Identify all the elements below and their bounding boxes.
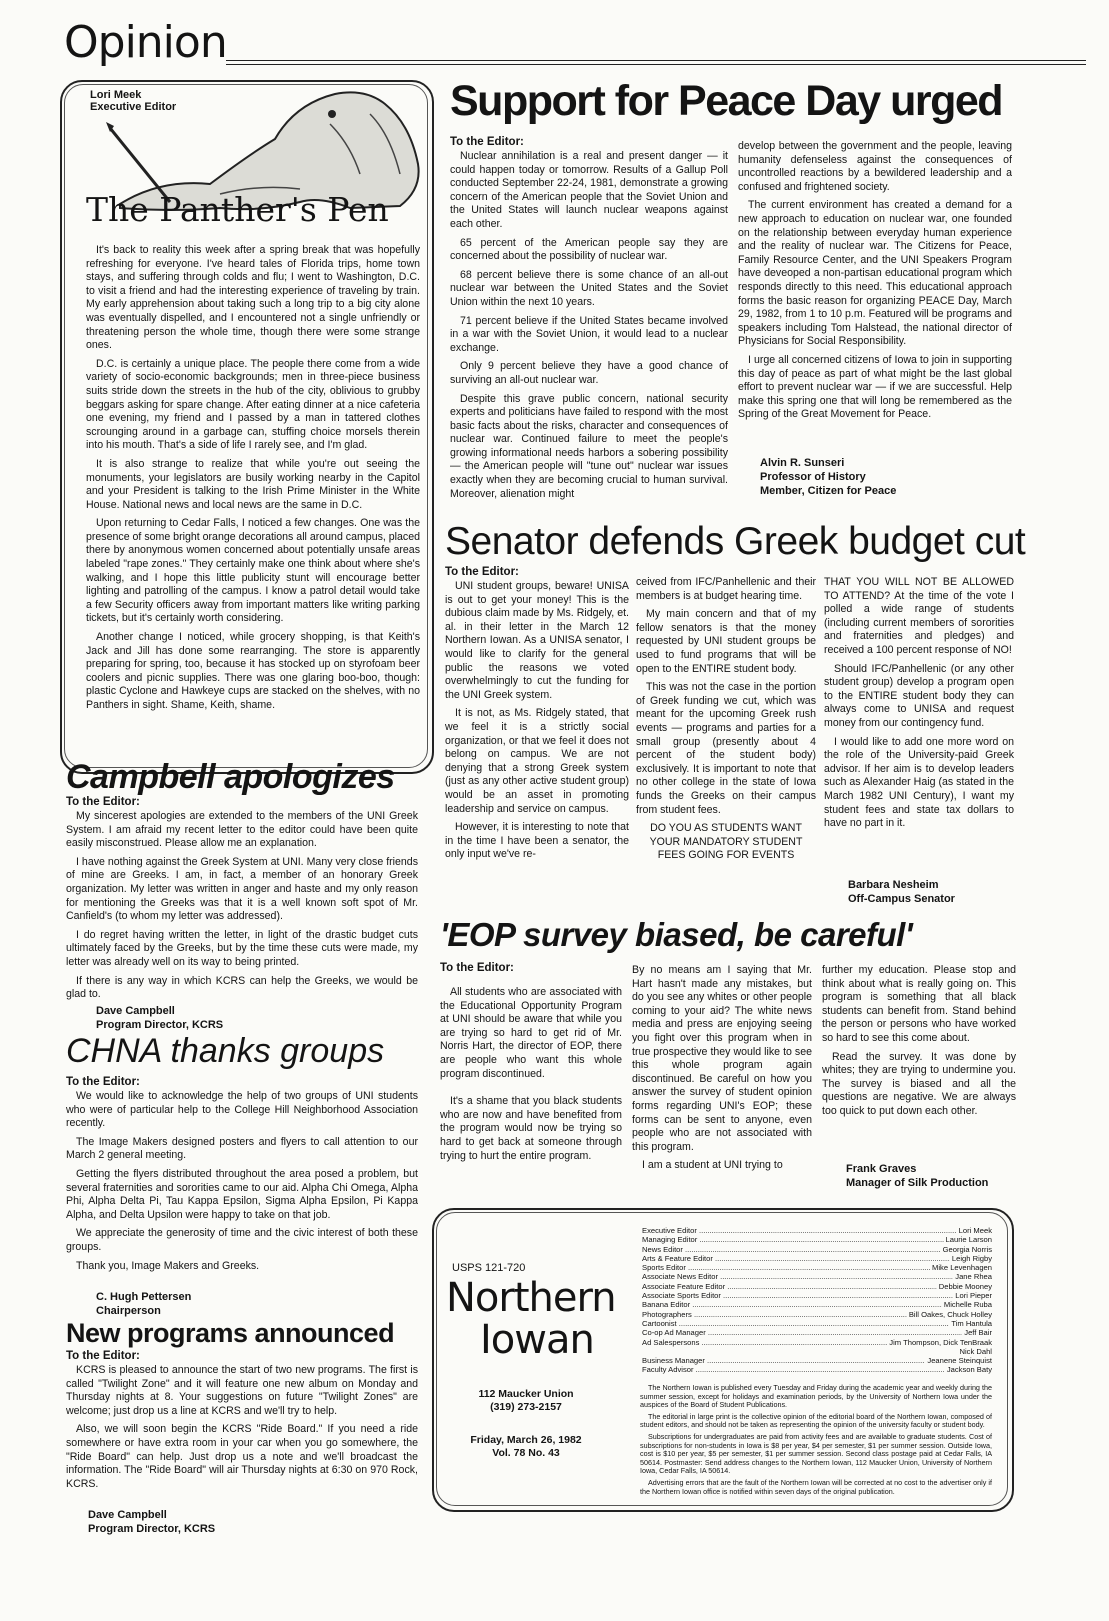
paragraph: Only 9 percent believe they have a good chance of surviving an all-out nuclear war. [450,360,728,386]
paragraph: It's back to reality this week after a spring break that was hopefully refreshing for everyone. I've heard tales of Florida trips, home town stays, and suffering through colds and flu; I went to Washington, D.C. to visit a friend and had the interesting experience of traveling by train. My early apprehension about taking such a long trip to a big city alone was eventually dispelled, and I encountered not a single unfriendly or threatening person the whole time, though there were some strange ones. [86,244,420,352]
paragraph: My sincerest apologies are extended to the members of the UNI Greek System. I am afraid my recent letter to the editor could have been quite easily misconstrued. Please allow me an explanation. [66,810,418,850]
staff-row [642,1263,992,1272]
paragraph: Upon returning to Cedar Falls, I noticed a few changes. One was the presence of some bright orange decorations all around campus, placed there by anonymous women concerned about potentially unsafe areas labeled "rape zones." They certainly make one think about where she's walking, and I hope this little publicity stunt will encourage better lighting and patrolling of the campus. I know a patrol detail would take a few Security officers away from important matters like writing parking tickets, but it's certainly worth considering. [86,517,420,625]
staff-row [642,1328,992,1337]
staff-row [642,1356,992,1365]
fine-print: The Northern Iowan is published every Tuesday and Friday during the academic year and weekly during the summer session, except for holidays and examination periods, by the University of Northern Iowa under the auspices of the Board of Student Publications. [640,1384,992,1410]
staff-row [642,1245,992,1254]
staff-name: Bill Oakes, Chuck Holley [908,1309,992,1319]
staff-row [642,1319,992,1328]
signature [846,1162,988,1190]
panthers-pen-body [86,244,420,744]
peace-col-2 [738,140,1012,440]
staff-row [642,1282,992,1291]
paragraph: Should IFC/Panhellenic (or any other student group) develop a program open to the ENTIRE student body they can always come to UNISA and request money from our contingency fund. [824,662,1014,729]
staff-name: Jeff Bair [964,1328,992,1338]
sig-title: Program Director, KCRS [88,1523,216,1535]
paragraph: I do regret having written the letter, in light of the drastic budget cuts ultimately faced by the Greeks, but by the time these cuts were made, my letter was already well on its way to being printed. [66,928,418,968]
masthead-fine-print [640,1384,992,1500]
staff-role: Associate Sports Editor ..... [642,1291,953,1300]
senator-col-2 [636,576,816,906]
staff-role: Business Manager ..... [642,1356,925,1365]
eop-col-2 [632,964,812,1194]
staff-name: Leigh Rigby [951,1253,992,1263]
signature [848,878,955,906]
paragraph: The Image Makers designed posters and flyers to call attention to our March 2 general meeting. [66,1135,418,1162]
paragraph: However, it is interesting to note that in the time I have been a senator, the only input we've re- [445,821,629,861]
sig-name: C. Hugh Pettersen [96,1291,192,1303]
sig-name: Frank Graves [846,1163,917,1175]
staff-role: Managing Editor ..... [642,1235,944,1244]
staff-name: Tim Hantula [951,1318,992,1328]
staff-row [642,1300,992,1309]
staff-row [642,1291,992,1300]
sig-name: Dave Campbell [96,1005,175,1017]
headline-chna: CHNA thanks groups [66,1032,385,1070]
signature [760,456,896,498]
staff-role: Cartoonist ..... [642,1319,949,1328]
sig-name: Alvin R. Sunseri [760,457,845,469]
fine-print: The editorial in large print is the collective opinion of the editorial board of the Northern Iowan, composed of student editors, and should not be taken as representing the opinion of the university faculty or student body. [640,1411,992,1430]
paragraph: Thank you, Image Makers and Greeks. [76,1259,260,1272]
paper-name-line-2: Iowan [480,1317,594,1363]
staff-name: Jim Thompson, Dick TenBraak [889,1337,992,1347]
staff-name: Georgia Norris [942,1244,992,1254]
staff-role: Arts & Feature Editor ..... [642,1254,950,1263]
staff-role: Co-op Ad Manager ..... [642,1328,962,1337]
to-the-editor: To the Editor: [440,962,514,974]
paper-name-line-1: Northern [446,1275,616,1321]
paragraph: All students who are associated with the Educational Opportunity Program at UNI should be aware that while you are trying so hard to get rid of Mr. Norris Hart, the director of EOP, there are people who want this whole program discontinued. [440,986,622,1080]
paragraph: 65 percent of the American people say they are concerned about the possibility of nuclear war. [450,236,728,263]
paragraph: 68 percent believe there is some chance of an all-out nuclear war between the United States and the Soviet Union within the next 10 years. [450,268,728,308]
staff-name: Lori Meek [958,1226,992,1235]
headline-senator: Senator defends Greek budget cut [445,520,1026,563]
paragraph: We would like to acknowledge the help of two groups of UNI students who were of particular help to the College Hill Neighborhood Association recently. [66,1090,418,1130]
signature [88,1508,215,1536]
sig-title: Program Director, KCRS [96,1019,224,1031]
staff-role: Associate News Editor ..... [642,1272,953,1281]
staff-row [642,1338,992,1347]
headline-programs: New programs announced [66,1318,395,1348]
paragraph: It's a shame that you black students who are now and have benefited from the program would now be trying so hard to get back at someone through trying to hurt the entire program. [440,1095,622,1162]
paragraph: We appreciate the generosity of time and the civic interest of both these groups. [66,1227,418,1253]
staff-name: Michelle Ruba [943,1300,992,1310]
issue-date: Friday, March 26, 1982 [470,1434,582,1446]
signature [96,1290,191,1318]
staff-role: Ad Salespersons ..... [642,1338,887,1347]
eop-col-3 [822,964,1016,1154]
paragraph: develop between the government and the people, leaving humanity defenseless against the consequences of uncontrolled reactions by a bewildered leadership and a confused and frightened society. [738,140,1012,193]
to-the-editor: To the Editor: [66,796,140,808]
headline-campbell: Campbell apologizes [66,758,395,796]
paragraph: I urge all concerned citizens of Iowa to join in supporting this day of peace as part of what might be the last global effort to prevent nuclear war — if we are successful. Help make this spring one that will long be remembered as the Spring of the Great Movement for Peace. [738,353,1012,421]
paragraph: THAT YOU WILL NOT BE ALLOWED TO ATTEND? At the time of the vote I polled a wide range of students (including current members of sororities and fraternities and pledges) and received a 100 percent response of NO! [824,576,1014,656]
paragraph: UNI student groups, beware! UNISA is out to get your money! This is the dubious claim made by Ms. Ridgely, et. al. in their letter in the March 12 Northern Iowan. As a UNISA senator, I would like to clarify for the general public the reasons we voted overwhelmingly to cut the funding for the UNI Greek system. [445,580,629,701]
sig-name: Barbara Nesheim [848,879,939,891]
paragraph: Also, we will soon begin the KCRS "Ride Board." If you need a ride somewhere or have extra room in your car when you go somewhere, the "Ride Board" can help. Just drop us a note and we'll broadcast the information. The "Ride Board" will air Thursday nights at 6:30 on 970 Rock, KCRS. [66,1423,418,1490]
section-rule [226,60,1086,65]
fine-print: Subscriptions for undergraduates are paid from activity fees and are available to graduate students. Cost of subscriptions for non-students in Iowa is $8 per year, $4 per semester, $1 per summer session. Outside Iowa, cost is $10 per year, $5 per semester, $1 per summer session. Second class postage paid at Cedar Falls, IA 50614. Postmaster: Send address changes to the Northern Iowan, 112 Maucker Union, University of Northern Iowa, Cedar Falls, IA 50614. [640,1431,992,1476]
programs-body [66,1350,418,1530]
address: 112 Maucker Union [478,1388,574,1400]
staff-role: Sports Editor ..... [642,1263,930,1272]
paragraph: KCRS is pleased to announce the start of two new programs. The first is called "Twilight Zone" and it will feature one new album on Monday and Thursday nights at 8. Your suggestions on future "Twilight Zones" are welcome; just drop us a line at KCRS and we'll try to help. [66,1364,418,1417]
paragraph: I am a student at UNI trying to [642,1159,783,1172]
sig-name: Dave Campbell [88,1509,167,1521]
usps-number: USPS 121-720 [452,1262,526,1274]
masthead-contact [446,1388,606,1460]
staff-name: Mike Levenhagen [932,1263,992,1273]
fine-print: Advertising errors that are the fault of the Northern Iowan will be corrected at no cost to the advertiser only if the Northern Iowan office is notified within seven days of the original publication. [640,1477,992,1496]
paragraph: If there is any way in which KCRS can help the Greeks, we would be glad to. [66,974,418,1001]
staff-row [642,1226,992,1235]
paragraph: It is not, as Ms. Ridgely stated, that we feel it is a strictly social organization, or that we feel it does not belong on campus. We are not denying that a strong Greek system (just as any other active student group) would be an asset in promoting leadership and service on campus. [445,707,629,815]
campbell-body [66,796,418,1034]
paragraph: I have nothing against the Greek System at UNI. Many very close friends of mine are Greeks. I am, in fact, a member of an honorary Greek organization. My letter was written in anger and haste and my only reason for mentioning the Greeks was that it is a well known soft spot of Mr. Canfield's (to whom my letter was addressed). [66,855,418,923]
editor-name: Lori Meek [90,89,142,101]
staff-row [642,1365,992,1374]
to-the-editor: To the Editor: [445,566,519,578]
paragraph: D.C. is certainly a unique place. The people there come from a wide variety of socio-economic backgrounds; men in three-piece business suits stride down the streets in the hub of the city, oblivious to grubby beggars asking for spare change. After eating dinner at a nice cafeteria one evening, my friend and I passed by a man in tattered clothes scrounging around in a garbage can, stuffing choice morsels therein into his mouth. That's a side of life I rarely see, and I'm glad. [86,357,420,452]
chna-body [66,1076,418,1276]
paragraph: DO YOU AS STUDENTS WANT YOUR MANDATORY STUDENT FEES GOING FOR EVENTS [649,822,803,862]
to-the-editor: To the Editor: [450,136,524,148]
paragraph: Another change I noticed, while grocery shopping, is that Keith's Jack and Jill has done some rearranging. The store is apparently preparing for spring, too, because it has stocked up on styrofoam beer coolers and picnic supplies. There was one glaring boo-boo, though: plastic Cyclone and Hawkeye cups are stacked on the shelves, with no Panthers in sight. Shame, Keith, shame. [86,631,420,711]
to-the-editor: To the Editor: [66,1076,140,1088]
sig-title: Manager of Silk Production [846,1177,989,1189]
staff-name: Laurie Larson [945,1235,992,1245]
senator-col-1 [445,566,629,906]
staff-row [642,1310,992,1319]
staff-role: Banana Editor ..... [642,1300,942,1309]
sig-org: Member, Citizen for Peace [760,485,897,497]
paragraph: I would like to add one more word on the role of the University-paid Greek advisor. If her aim is to develop leaders such as Alexander Haig (as stated in the March 1982 UNI Century), I want my student fees and state tax dollars to have no part in it. [824,735,1014,830]
staff-name: Lori Pieper [955,1291,992,1301]
headline-peace-day: Support for Peace Day urged [450,77,1003,125]
staff-role: Associate Feature Editor ..... [642,1282,937,1291]
panther-eye [328,110,336,118]
sig-title: Chairperson [96,1305,161,1317]
staff-name: Jane Rhea [955,1272,992,1282]
paragraph: It is also strange to realize that while you're out seeing the monuments, your legislators are busily working nearby in the Capitol and your President is talking to the Irish Prime Minister in the White House. National news and local news are the same in D.C. [86,457,420,511]
editor-title: Executive Editor [90,101,177,113]
staff-name: Debbie Mooney [938,1281,992,1291]
paragraph: 71 percent believe if the United States became involved in a war with the Soviet Union, it would lead to a nuclear exchange. [450,314,728,354]
paragraph: Read the survey. It was done by whites; they are trying to undermine you. The survey is biased and all the questions are negative. We are always too quick to put down each other. [822,1050,1016,1117]
paragraph: ceived from IFC/Panhellenic and their members is at budget hearing time. [636,576,816,602]
section-title: Opinion [64,17,227,68]
paragraph: further my education. Please stop and think about what is really going on. This program is something that all black students can benefit from. Stand behind the person or persons who have worked so hard to see this come about. [822,964,1016,1044]
paragraph: Getting the flyers distributed throughout the area posed a problem, but several fraternities and sororities came to our aid. Alpha Chi Omega, Alpha Phi, Alpha Delta Pi, Tau Kappa Epsilon, Sigma Alpha Epsilon, Pi Kappa Alpha, and Delta Upsilon were happy to take on that job. [66,1167,418,1221]
staff-name: Jeanene Steinquist [927,1356,992,1366]
paragraph: Despite this grave public concern, national security experts and politicians have failed to respond with the most basic facts about the risks, character and consequences of nuclear war. Continued failure to meet the people's growing informational needs harbors a sobering possibility — the American people will "tune out" nuclear war issues exactly when they are becoming crucial to human survival. Moreover, alienation might [450,392,728,500]
staff-row [642,1272,992,1281]
staff-role: Faculty Advisor ..... [642,1365,945,1374]
headline-eop: 'EOP survey biased, be careful' [440,916,913,953]
signature [96,1004,223,1032]
staff-name: Jackson Baty [946,1365,992,1375]
sig-title: Off-Campus Senator [848,893,955,905]
phone: (319) 273-2157 [490,1401,562,1413]
paragraph: This was not the case in the portion of Greek funding we cut, which was meant for the upcoming Greek rush events — programs and parties for a small group (presently about 4 percent of the student body) exclusively. It is important to note that no other college in the state of Iowa funds the Greeks on their campus from student fees. [636,681,816,816]
staff-row [642,1347,992,1356]
paragraph: Nuclear annihilation is a real and present danger — it could happen today or tomorrow. Results of a Gallup Poll conducted September 22-24, 1981, demonstrate a growing concern of the American people that the Soviet Union and the United States will launch nuclear weapons against each other. [450,150,728,230]
staff-list [642,1226,992,1375]
volume: Vol. 78 No. 43 [492,1447,560,1459]
eop-col-1 [440,962,622,1192]
paragraph: The current environment has created a demand for a new approach to education on nuclear war, one founded on the relationship between everyday human experience and the reality of nuclear war. The Citizens for Peace, Family Resource Center, and the UNI Speakers Program have deveoped a non-partisan educational program which responds directly to this need. This educational approach forms the basic reason for organizing PEACE Day, March 29, 1982, from 1 to 10 p.m. Featured will be programs and speakers including Tom Halstead, the national director of Physicians for Social Responsibility. [738,199,1012,348]
staff-role: Executive Editor ..... [642,1226,957,1235]
peace-col-1 [450,136,728,506]
staff-row [642,1254,992,1263]
staff-name: Nick Dahl [959,1346,992,1356]
column-title: The Panther's Pen [86,190,389,229]
senator-col-3 [824,576,1014,866]
paragraph: By no means am I saying that Mr. Hart hasn't made any mistakes, but do you see any whites or other people coming to your aid? The white news media and press are enjoying seeing you fight over this program when in true prospective they would like to see this whole program again discontinued. Be careful on how you answer the survey of student opinion forms regarding UNI's EOP; these forms can be sent to anyone, even people who are not associated with this program. [632,964,812,1153]
staff-row [642,1235,992,1244]
paragraph: My main concern and that of my fellow senators is that the money requested by UNI student groups be used to fund programs that will be open to the ENTIRE student body. [636,608,816,675]
sig-title: Professor of History [760,471,866,483]
staff-role: Photographers ..... [642,1310,907,1319]
staff-role: News Editor ..... [642,1245,941,1254]
to-the-editor: To the Editor: [66,1350,140,1362]
